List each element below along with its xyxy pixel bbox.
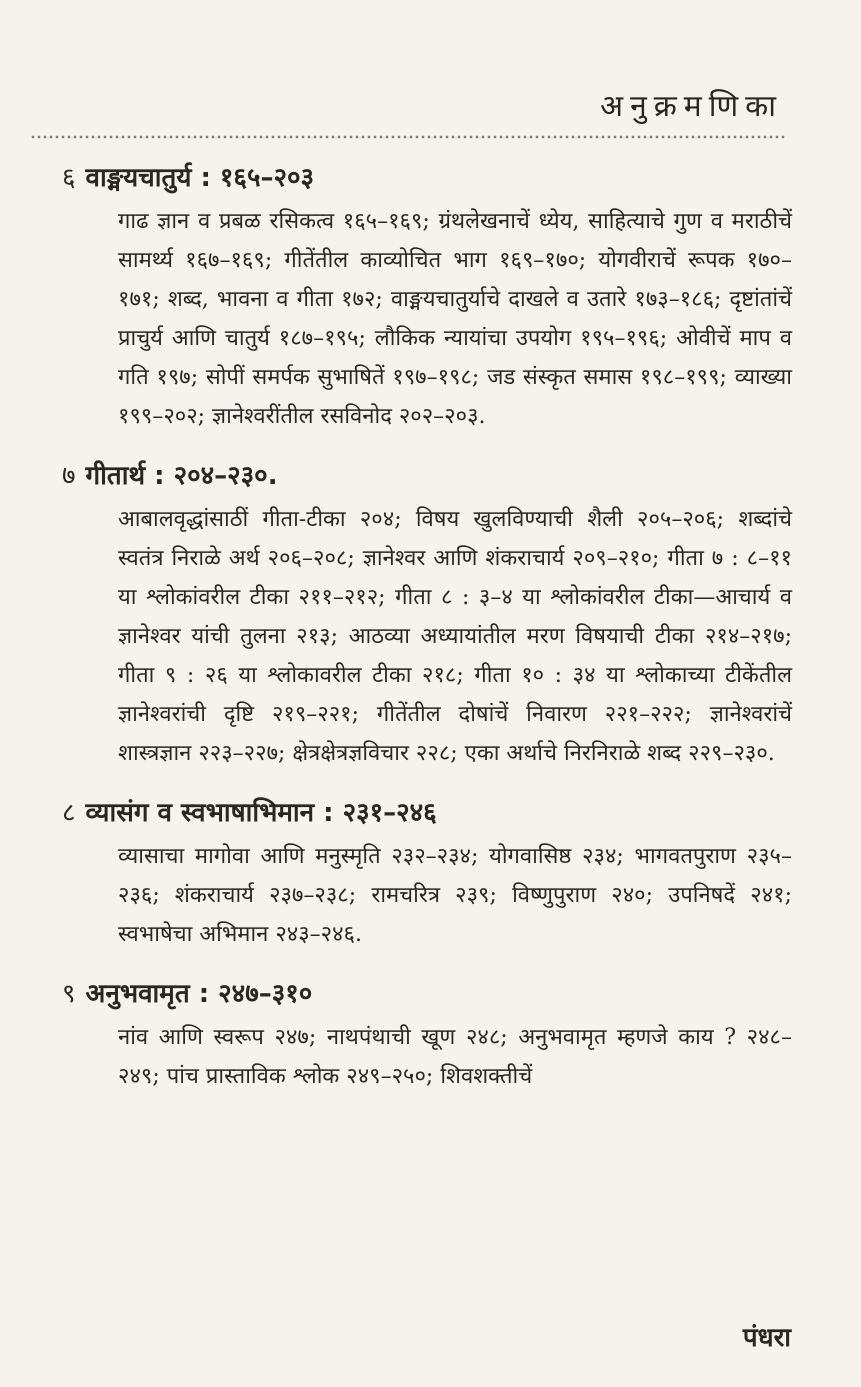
running-head: अनुक्रमणिका	[600, 89, 783, 124]
contents-section-7	[62, 456, 792, 773]
section-entries: आबालवृद्धांसाठीं गीता-टीका २०४; विषय खुलविण्याची शैली २०५–२०६; शब्दांचे स्वतंत्र निराळे अर्थ २०६–२०८; ज्ञानेश्वर आणि शंकराचार्य २०९–२१०; गीता ७ : ८–११ या श्लोकांवरील टीका २११–२१२; गीता ८ : ३–४ या श्लोकांवरील टीका—आचार्य व ज्ञानेश्वर यांची तुलना २१३; आठव्या अध्यायांतील मरण विषयाची टीका २१४–२१७; गीता ९ : २६ या श्लोकावरील टीका २१८; गीता १० : ३४ या श्लोकाच्या टीकेंतील ज्ञानेश्वरांची दृष्टि २१९–२२१; गीतेंतील दोषांचें निवारण २२१–२२२; ज्ञानेश्वरांचें शास्त्रज्ञान २२३–२२७; क्षेत्रक्षेत्रज्ञविचार २२८; एका अर्थाचे निरनिराळे शब्द २२९–२३०.	[118, 507, 792, 766]
section-number: ८	[62, 798, 76, 828]
section-number: ६	[62, 163, 76, 193]
section-title: अनुभवामृत : २४७–३१०	[85, 979, 313, 1009]
section-heading	[62, 793, 792, 833]
section-title: व्यासंग व स्वभाषाभिमान : २३१–२४६	[85, 798, 437, 828]
contents-section-6	[62, 158, 792, 436]
section-title: गीतार्थ : २०४–२३०.	[85, 461, 278, 491]
contents-section-8	[62, 793, 792, 954]
dotted-rule	[30, 134, 785, 140]
section-title: वाङ्मयचातुर्य : १६५–२०३	[85, 163, 315, 193]
contents-section-9	[62, 974, 792, 1096]
section-heading	[62, 974, 792, 1014]
section-entries: व्यासाचा मागोवा आणि मनुस्मृति २३२–२३४; योगवासिष्ठ २३४; भागवतपुराण २३५–२३६; शंकराचार्य २३७–२३८; रामचरित्र २३९; विष्णुपुराण २४०; उपनिषदें २४१; स्वभाषेचा अभिमान २४३–२४६.	[118, 844, 792, 947]
contents-list	[62, 158, 792, 1116]
section-entries: नांव आणि स्वरूप २४७; नाथपंथाची खूण २४८; अनुभवामृत म्हणजे काय ? २४८–२४९; पांच प्रास्ताविक श्लोक २४९–२५०; शिवशक्तीचें	[118, 1025, 792, 1089]
section-number: ९	[62, 979, 76, 1009]
page-number: पंधरा	[742, 1323, 791, 1353]
section-heading	[62, 456, 792, 496]
section-number: ७	[62, 461, 76, 491]
section-heading	[62, 158, 792, 198]
section-entries: गाढ ज्ञान व प्रबळ रसिकत्व १६५–१६९; ग्रंथलेखनाचें ध्येय, साहित्याचे गुण व मराठीचें सामर्थ्य १६७–१६९; गीतेंतील काव्योचित भाग १६९–१७०; योगवीराचें रूपक १७०–१७१; शब्द, भावना व गीता १७२; वाङ्मयचातुर्याचे दाखले व उतारे १७३–१८६; दृष्टांतांचें प्राचुर्य आणि चातुर्य १८७–१९५; लौकिक न्यायांचा उपयोग १९५–१९६; ओवीचें माप व गति १९७; सोपीं समर्पक सुभाषितें १९७–१९८; जड संस्कृत समास १९८–१९९; व्याख्या १९९–२०२; ज्ञानेश्वरींतील रसविनोद २०२–२०३.	[118, 209, 792, 429]
